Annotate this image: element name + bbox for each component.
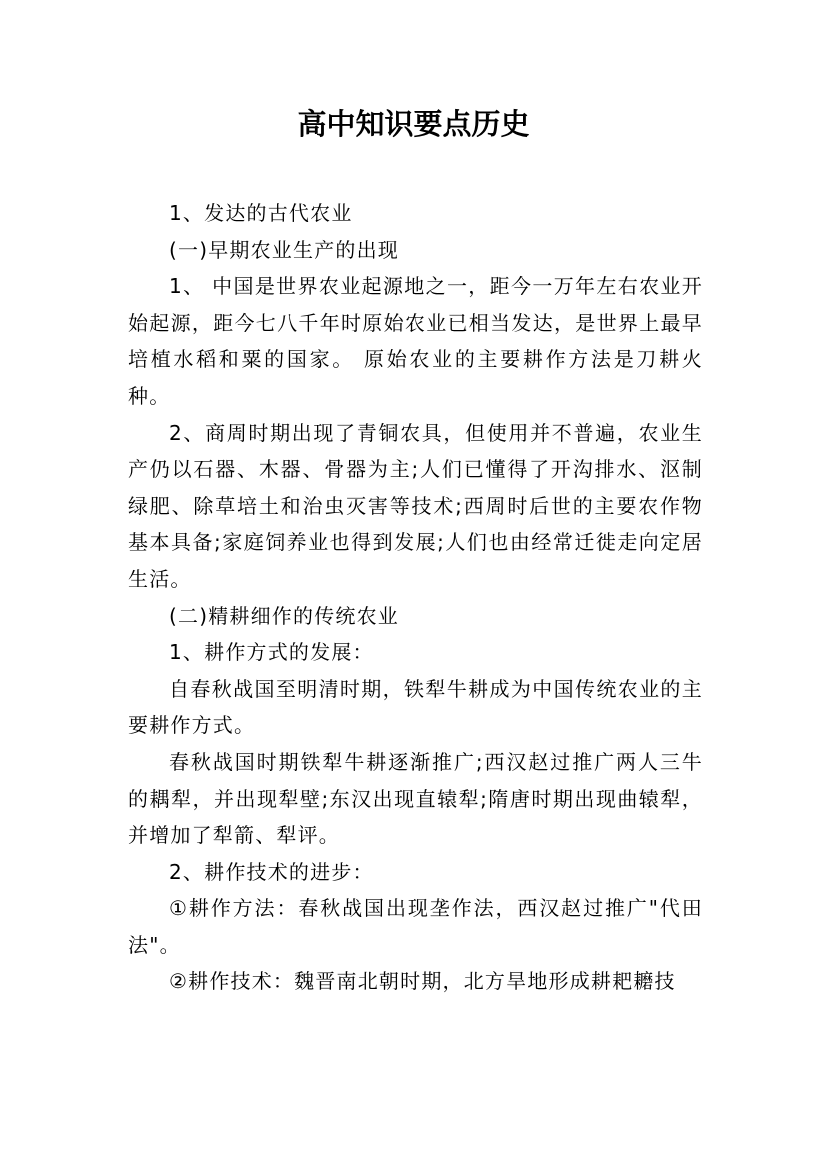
- paragraph: 1、 中国是世界农业起源地之一，距今一万年左右农业开始起源，距今七八千年时原始农业已相当发达，是世界上最早培植水稻和粟的国家。 原始农业的主要耕作方法是刀耕火种。: [128, 274, 703, 408]
- paragraph: 2、商周时期出现了青铜农具，但使用并不普遍，农业生产仍以石器、木器、骨器为主;人们已懂得了开沟排水、沤制绿肥、除草培土和治虫灭害等技术;西周时后世的主要农作物基本具备;家庭饲养业也得到发展;人们也由经常迁徙走向定居生活。: [128, 420, 703, 591]
- point-heading: 2、耕作技术的进步：: [169, 859, 374, 884]
- paragraph: 春秋战国时期铁犁牛耕逐渐推广;西汉赵过推广两人三牛的耦犁，并出现犁壁;东汉出现直辕犁;隋唐时期出现曲辕犁，并增加了犁箭、犁评。: [128, 749, 703, 848]
- subsection-heading: (二)精耕细作的传统农业: [169, 603, 400, 628]
- document-title: 高中知识要点历史: [297, 107, 530, 141]
- point-heading: 1、耕作方式的发展：: [169, 640, 374, 665]
- paragraph: 自春秋战国至明清时期，铁犁牛耕成为中国传统农业的主要耕作方式。: [128, 676, 703, 738]
- section-heading: 1、发达的古代农业: [169, 201, 353, 225]
- document-body: [128, 195, 703, 1000]
- paragraph: ①耕作方法：春秋战国出现垄作法，西汉赵过推广"代田法"。: [128, 896, 703, 957]
- paragraph: ②耕作技术：魏晋南北朝时期，北方旱地形成耕耙耱技: [169, 969, 676, 994]
- subsection-heading: (一)早期农业生产的出现: [169, 237, 400, 262]
